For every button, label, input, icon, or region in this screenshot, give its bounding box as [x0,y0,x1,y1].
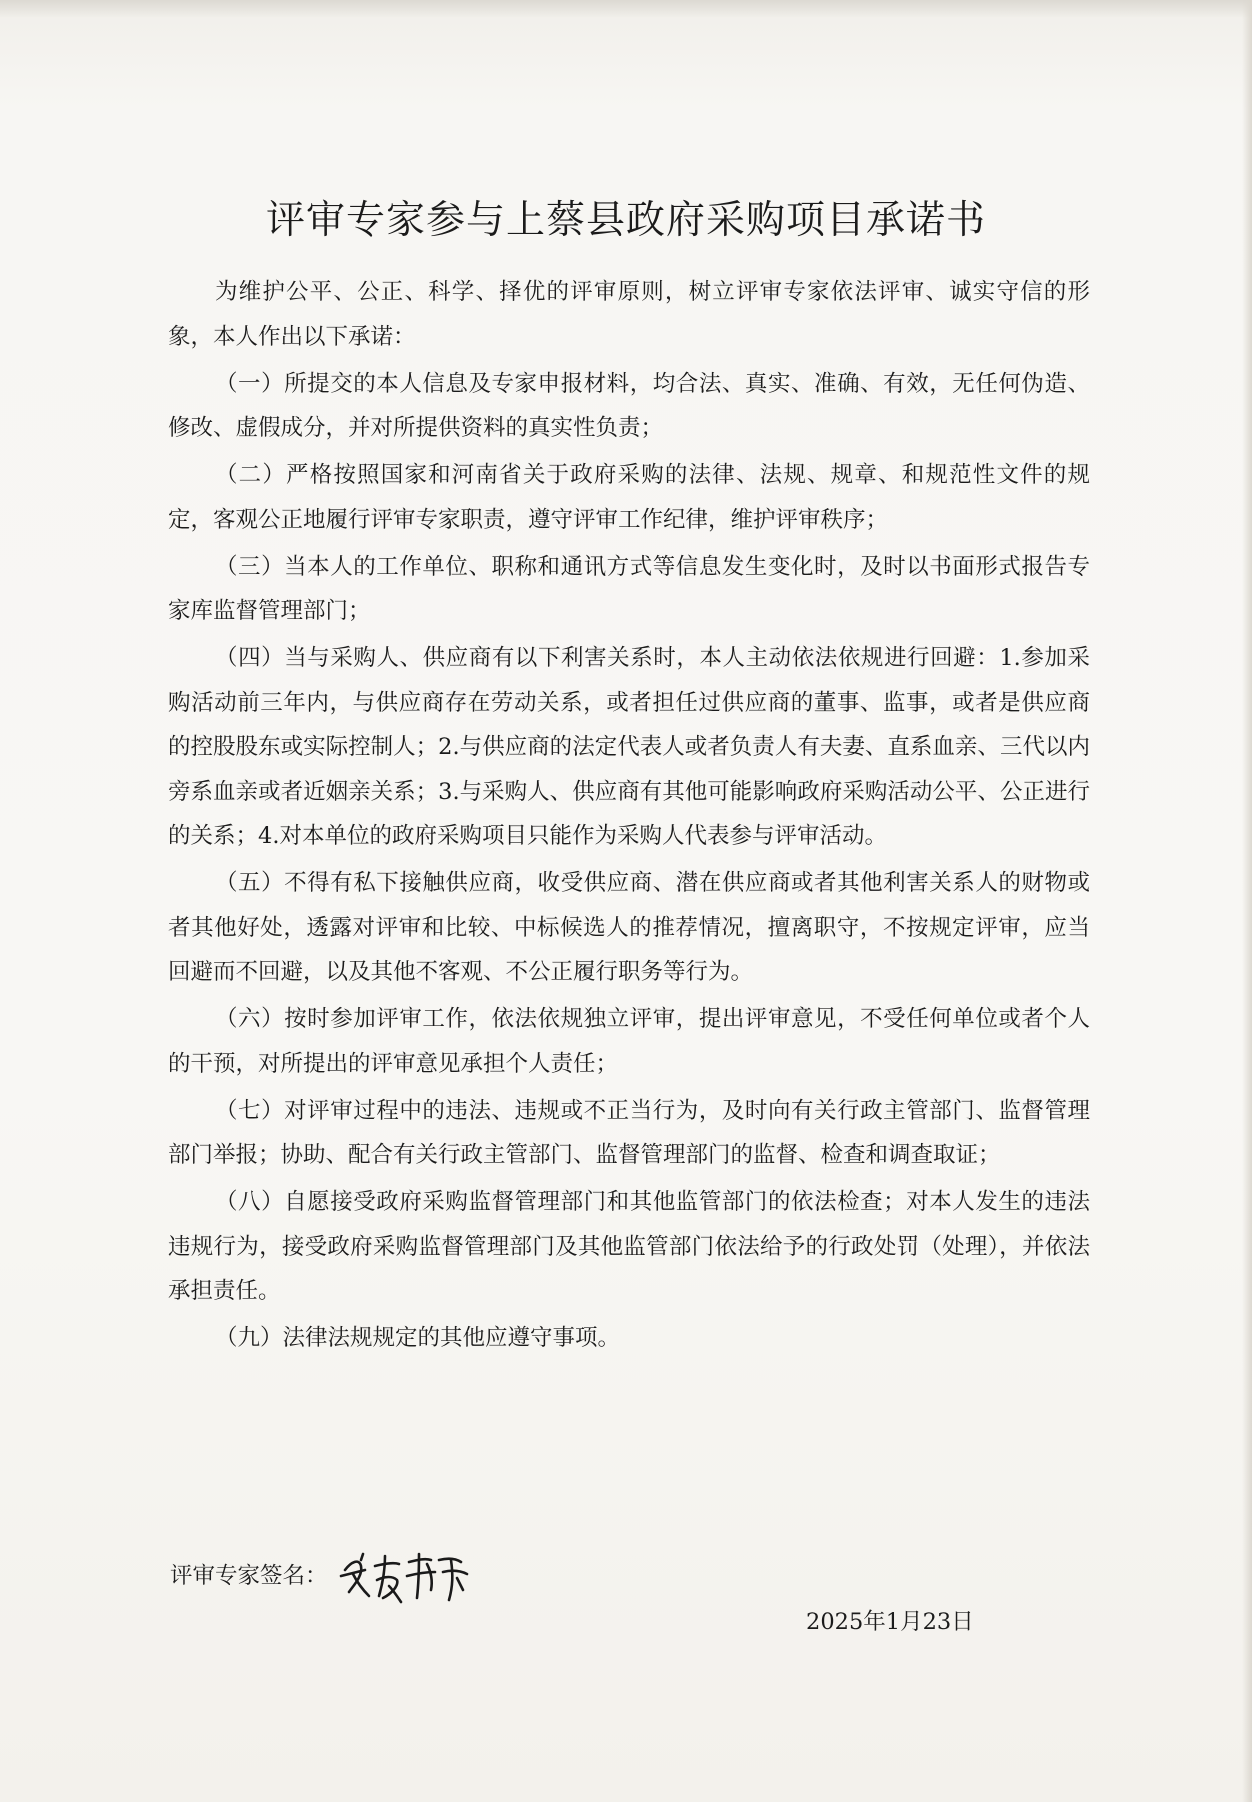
paragraph-6: （六）按时参加评审工作，依法依规独立评审，提出评审意见，不受任何单位或者个人的干预，对所提出的评审意见承担个人责任； [168,1006,1090,1077]
document-body [168,270,1090,1363]
paragraph-8: （八）自愿接受政府采购监督管理部门和其他监管部门的依法检查；对本人发生的违法违规行为，接受政府采购监督管理部门及其他监管部门依法给予的行政处罚（处理），并依法承担责任。 [168,1189,1090,1304]
paragraph-2: （二）严格按照国家和河南省关于政府采购的法律、法规、规章、和规范性文件的规定，客观公正地履行评审专家职责，遵守评审工作纪律，维护评审秩序； [168,462,1090,533]
paragraph-1: （一）所提交的本人信息及专家申报材料，均合法、真实、准确、有效，无任何伪造、修改、虚假成分，并对所提供资料的真实性负责； [168,370,1090,441]
paragraph-5: （五）不得有私下接触供应商，收受供应商、潜在供应商或者其他利害关系人的财物或者其他好处，透露对评审和比较、中标候选人的推荐情况，擅离职守，不按规定评审，应当回避而不回避，以及其他不客观、不公正履行职务等行为。 [168,870,1090,985]
document-title: 评审专家参与上蔡县政府采购项目承诺书 [265,198,986,244]
handwritten-signature [339,1546,474,1606]
paragraph-3: （三）当本人的工作单位、职称和通讯方式等信息发生变化时，及时以书面形式报告专家库监督管理部门； [168,553,1090,624]
signature-row [170,1545,474,1605]
paragraph-9: （九）法律法规规定的其他应遵守事项。 [215,1325,621,1351]
scan-edge-right [1242,0,1252,1802]
paragraph-intro: 为维护公平、公正、科学、择优的评审原则，树立评审专家依法评审、诚实守信的形象，本人作出以下承诺： [168,279,1090,350]
paragraph-7: （七）对评审过程中的违法、违规或不正当行为，及时向有关行政主管部门、监督管理部门举报；协助、配合有关行政主管部门、监督管理部门的监督、检查和调查取证； [168,1097,1090,1168]
document-date: 2025年1月23日 [806,1609,974,1635]
signature-label: 评审专家签名： [170,1563,328,1589]
scan-edge-top [0,0,1252,18]
paragraph-4: （四）当与采购人、供应商有以下利害关系时，本人主动依法依规进行回避：1.参加采购活动前三年内，与供应商存在劳动关系，或者担任过供应商的董事、监事，或者是供应商的控股股东或实际控制人；2.与供应商的法定代表人或者负责人有夫妻、直系血亲、三代以内旁系血亲或者近姻亲关系；3.与采购人、供应商有其他可能影响政府采购活动公平、公正进行的关系；4.对本单位的政府采购项目只能作为采购人代表参与评审活动。 [168,645,1090,849]
